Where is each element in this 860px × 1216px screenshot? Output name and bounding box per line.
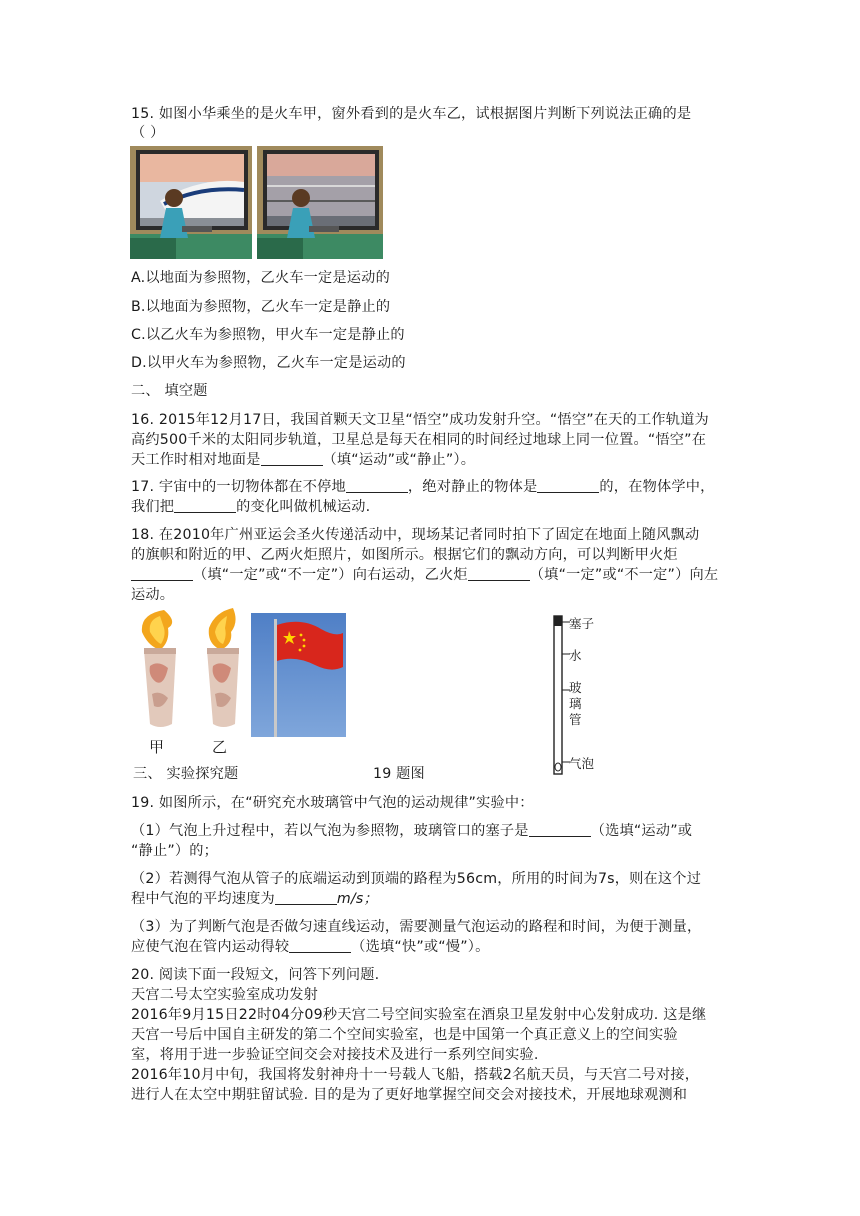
q17-line1-a: 17. 宇宙中的一切物体都在不停地 xyxy=(131,479,346,495)
tube-label-water: 水 xyxy=(569,648,582,663)
q15-option-d: D.以甲火车为参照物，乙火车一定是运动的 xyxy=(131,355,406,371)
answer-blank[interactable] xyxy=(275,890,337,905)
torch-jia-label: 甲 xyxy=(149,738,165,756)
answer-blank[interactable] xyxy=(131,566,193,581)
q19-part3-line2 xyxy=(131,937,489,957)
q17-line2 xyxy=(131,497,370,517)
q17-line2-a: 我们把 xyxy=(131,499,175,515)
train-window-image-1 xyxy=(130,146,252,259)
q18-line4: 运动。 xyxy=(131,587,175,603)
q16-line3 xyxy=(131,450,475,470)
section-3-title: 三、 实验探究题 xyxy=(133,766,239,782)
q15-stem-line2: （ ） xyxy=(131,125,165,141)
tube-label-glass-1: 玻 xyxy=(569,680,582,695)
q19-part2-line2 xyxy=(131,889,378,909)
q19-part3-line1: （3）为了判断气泡是否做匀速直线运动，需要测量气泡运动的路程和时间，为便于测量， xyxy=(131,919,702,935)
flag-photo xyxy=(251,613,346,737)
q19-part1-a: （1）气泡上升过程中，若以气泡为参照物，玻璃管口的塞子是 xyxy=(131,823,529,839)
q16-line3-a: 天工作时相对地面是 xyxy=(131,452,261,468)
q19-part3-b: 应使气泡在管内运动得较 xyxy=(131,939,290,955)
answer-blank[interactable] xyxy=(289,938,351,953)
q20-article-title: 天宫二号太空实验室成功发射 xyxy=(131,987,319,1003)
q18-line2: 的旗帜和附近的甲、乙两火炬照片，如图所示。根据它们的飘动方向，可以判断甲火炬 xyxy=(131,547,678,563)
tube-label-bubble: 气泡 xyxy=(569,756,595,771)
tube-label-stopper: 塞子 xyxy=(569,616,595,631)
answer-blank[interactable] xyxy=(529,822,591,837)
q20-line7: 进行人在太空中期驻留试验. 目的是为了更好地掌握空间交会对接技术，开展地球观测和 xyxy=(131,1087,688,1103)
tube-label-glass-2: 璃 xyxy=(569,696,582,711)
q16-line2: 高约500千米的太阳同步轨道，卫星总是每天在相同的时间经过地球上同一位置。“悟空”在 xyxy=(131,432,707,448)
q15-option-c: C.以乙火车为参照物，甲火车一定是静止的 xyxy=(131,327,405,343)
q15-option-b: B.以地面为参照物，乙火车一定是静止的 xyxy=(131,299,391,315)
q19-line1: 19. 如图所示，在“研究充水玻璃管中气泡的运动规律”实验中： xyxy=(131,795,534,811)
answer-blank[interactable] xyxy=(537,478,599,493)
torch-yi-image xyxy=(197,606,245,734)
train-window-image-2 xyxy=(257,146,383,259)
q19-part2-line1: （2）若测得气泡从管子的底端运动到顶端的路程为56cm，所用的时间为7s，则在这个过 xyxy=(131,871,702,887)
q15-option-a: A.以地面为参照物，乙火车一定是运动的 xyxy=(131,270,390,286)
q17-line1 xyxy=(131,477,715,497)
q19-part1-b: （选填“运动”或 xyxy=(590,823,693,839)
q19-part2-c: m/s； xyxy=(336,891,378,907)
answer-blank[interactable] xyxy=(346,478,408,493)
q18-line3 xyxy=(131,565,718,585)
torch-yi-label: 乙 xyxy=(212,738,228,756)
q16-line1: 16. 2015年12月17日，我国首颗天文卫星“悟空”成功发射升空。“悟空”在天的工作轨道为 xyxy=(131,412,709,428)
section-2-title: 二、 填空题 xyxy=(131,383,208,399)
torch-jia-image xyxy=(134,606,182,734)
q17-line1-c: 的，在物体学中， xyxy=(599,479,715,495)
q20-line6: 2016年10月中旬，我国将发射神舟十一号载人飞船，搭载2名航天员，与天宫二号对接， xyxy=(131,1067,700,1083)
q19-part1-line2: “静止”）的； xyxy=(131,843,219,859)
answer-blank[interactable] xyxy=(261,451,323,466)
q20-line3: 2016年9月15日22时04分09秒天宫二号空间实验室在酒泉卫星发射中心发射成功. 这是继 xyxy=(131,1007,707,1023)
tube-label-glass-3: 管 xyxy=(569,712,582,727)
q19-part3-c: （选填“快”或“慢”）。 xyxy=(351,939,490,955)
q19-part2-b: 程中气泡的平均速度为 xyxy=(131,891,275,907)
q16-line3-b: （填“运动”或“静止”）。 xyxy=(322,452,476,468)
q20-line4: 天宫一号后中国自主研发的第二个空间实验室，也是中国第一个真正意义上的空间实验 xyxy=(131,1027,678,1043)
q18-line3-a: （填“一定”或“不一定”）向右运动，乙火炬 xyxy=(193,567,468,583)
answer-blank[interactable] xyxy=(468,566,530,581)
q20-line1: 20. 阅读下面一段短文，问答下列问题. xyxy=(131,967,380,983)
fig19-caption: 19 题图 xyxy=(373,766,425,782)
q17-line1-b: ，绝对静止的物体是 xyxy=(407,479,538,495)
q17-line2-b: 的变化叫做机械运动. xyxy=(236,499,371,515)
q18-line3-b: （填“一定”或“不一定”）向左 xyxy=(529,567,719,583)
q20-line5: 室，将用于进一步验证空间交会对接技术及进行一系列空间实验. xyxy=(131,1047,539,1063)
answer-blank[interactable] xyxy=(174,498,236,513)
q15-stem-line1: 15. 如图小华乘坐的是火车甲，窗外看到的是火车乙，试根据图片判断下列说法正确的是 xyxy=(131,106,692,122)
q19-part1-line1 xyxy=(131,821,692,841)
q18-line1: 18. 在2010年广州亚运会圣火传递活动中，现场某记者同时拍下了固定在地面上随风飘动 xyxy=(131,527,700,543)
